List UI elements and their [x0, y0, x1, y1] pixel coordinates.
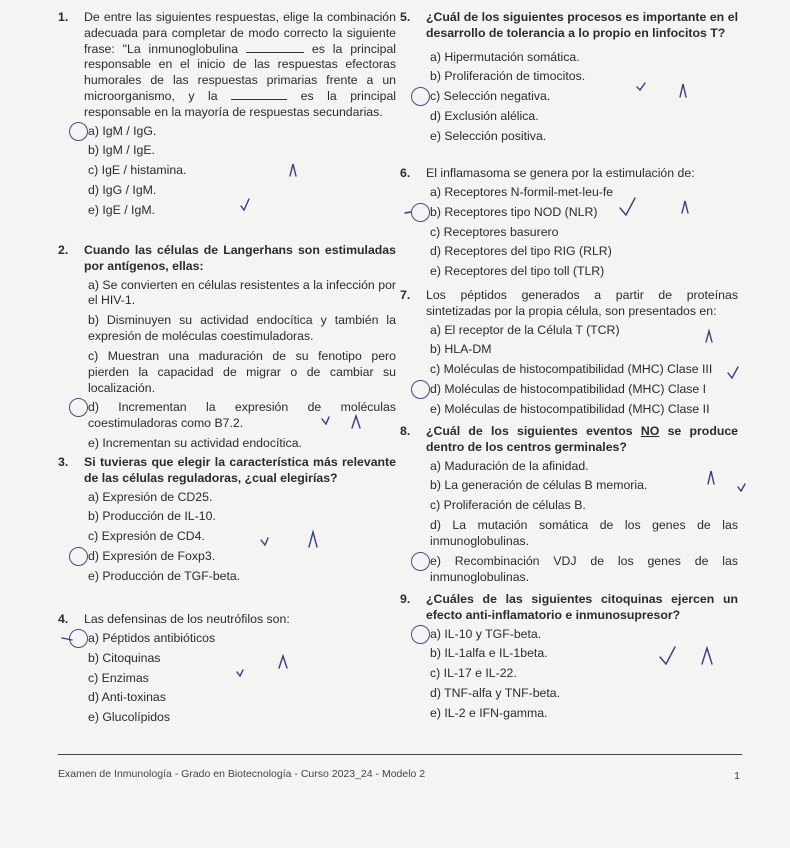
- option-d: d) Anti-toxinas: [88, 690, 166, 705]
- footer-text: Examen de Inmunología - Grado en Biotecnología - Curso 2023_24 - Modelo 2: [58, 768, 426, 780]
- option-d: d) Incrementan la expresión de moléculas coestimuladoras como B7.2.: [76, 400, 396, 432]
- blank-line: [246, 42, 304, 53]
- option-e: e) Receptores del tipo toll (TLR): [430, 264, 605, 279]
- question-stem: ¿Cuál de los siguientes procesos es importante en el desarrollo de tolerancia a lo propio en linfocitos T?: [426, 10, 738, 40]
- option-a: a) Péptidos antibióticos: [76, 631, 396, 647]
- option-d: d) La mutación somática de los genes de las inmunoglobulinas.: [430, 518, 738, 549]
- circled-answer-mark: [411, 203, 430, 222]
- option-c: c) IgE / histamina.: [88, 163, 187, 178]
- option-a: a) Se convierten en células resistentes a la infección por el HIV-1.: [88, 277, 396, 308]
- option-c: c) Moléculas de histocompatibilidad (MHC) Clase III: [430, 362, 713, 377]
- question-7: [400, 288, 738, 422]
- option-a: a) Maduración de la afinidad.: [430, 458, 589, 473]
- question-stem: Las defensinas de los neutrófilos son:: [84, 612, 290, 626]
- option-e: e) Glucolípidos: [88, 710, 171, 725]
- option-d: d) Receptores del tipo RIG (RLR): [430, 244, 612, 259]
- question-number: 1.: [58, 10, 69, 24]
- option-a: a) IL-10 y TGF-beta.: [418, 627, 738, 643]
- option-d: d) Moléculas de histocompatibilidad (MHC) Clase I: [418, 382, 738, 398]
- question-5: [400, 10, 738, 149]
- option-e: e) Producción de TGF-beta.: [88, 569, 241, 584]
- question-stem: Cuando las células de Langerhans son estimuladas por antígenos, ellas:: [84, 243, 396, 273]
- question-stem: De entre las siguientes respuestas, elige la combinación adecuada para completar de modo correcto la siguiente frase: "La inmunoglobulina es la principal responsable en el inicio de las respuestas efectoras humorales de las respuestas primarias frente a un microorganismo, y la es la principal responsable en la mayoría de respuestas secundarias.: [84, 10, 397, 119]
- question-2: [58, 243, 396, 456]
- option-a: a) El receptor de la Célula T (TCR): [430, 322, 620, 337]
- question-number: 2.: [58, 243, 69, 257]
- option-c: c) Muestran una maduración de su fenotipo pero pierden la capacidad de migrar o de cambiar su localización.: [88, 348, 396, 395]
- option-c: c) Receptores basurero: [430, 224, 559, 239]
- option-c: c) Enzimas: [88, 670, 149, 685]
- option-b: b) Citoquinas: [88, 650, 161, 665]
- question-8: [400, 424, 739, 590]
- option-c: c) Proliferación de células B.: [430, 498, 586, 513]
- option-b: b) Disminuyen su actividad endocítica y también la expresión de moléculas coestimuladoras.: [88, 313, 396, 344]
- option-a: a) Hipermutación somática.: [430, 49, 580, 64]
- circled-answer-mark: [411, 625, 430, 644]
- option-e: e) IL-2 e IFN-gamma.: [430, 706, 548, 721]
- question-stem: El inflamasoma se genera por la estimulación de:: [426, 166, 695, 180]
- page-number: 1: [734, 770, 740, 782]
- footer-divider: [58, 754, 742, 755]
- option-b: b) IgM / IgE.: [88, 143, 155, 158]
- option-a: a) Receptores N-formil-met-leu-fe: [430, 184, 614, 199]
- question-1: [58, 10, 397, 223]
- option-b: b) Producción de IL-10.: [88, 509, 216, 524]
- option-e: e) Incrementan su actividad endocítica.: [88, 436, 302, 451]
- option-e: e) Selección positiva.: [430, 129, 547, 144]
- circled-answer-mark: [411, 380, 430, 399]
- question-number: 7.: [400, 288, 411, 302]
- circled-answer-mark: [69, 629, 88, 648]
- circled-answer-mark: [411, 87, 430, 106]
- question-stem: ¿Cuál de los siguientes eventos NO se produce dentro de los centros germinales?: [426, 424, 739, 454]
- check-mark: [738, 484, 745, 491]
- option-c: c) Selección negativa.: [418, 89, 738, 105]
- blank-line: [231, 89, 287, 100]
- option-a: a) IgM / IgG.: [76, 124, 396, 140]
- option-b: b) IL-1alfa e IL-1beta.: [430, 646, 548, 661]
- question-number: 6.: [400, 166, 411, 180]
- question-number: 8.: [400, 424, 411, 438]
- question-9: [400, 592, 738, 726]
- question-4: [58, 612, 396, 730]
- option-b: b) HLA-DM: [430, 342, 492, 357]
- question-number: 9.: [400, 592, 411, 606]
- option-e: e) Moléculas de histocompatibilidad (MHC) Clase II: [430, 402, 710, 417]
- option-d: d) TNF-alfa y TNF-beta.: [430, 686, 561, 701]
- option-b: b) Receptores tipo NOD (NLR): [418, 205, 738, 221]
- option-d: d) IgG / IgM.: [88, 183, 157, 198]
- question-stem: Si tuvieras que elegir la característica más relevante de las células reguladoras, ¿cual elegirías?: [84, 455, 396, 485]
- question-stem: ¿Cuáles de las siguientes citoquinas ejercen un efecto anti-inflamatorio e inmunosupresor?: [426, 592, 738, 622]
- question-number: 5.: [400, 10, 411, 24]
- question-3: [58, 455, 396, 589]
- question-6: [400, 166, 738, 284]
- option-e: e) Recombinación VDJ de los genes de las inmunoglobulinas.: [418, 554, 738, 586]
- question-stem: Los péptidos generados a partir de proteínas sintetizadas por la propia célula, son presentados en:: [426, 288, 738, 318]
- circled-answer-mark: [69, 122, 88, 141]
- option-c: c) IL-17 e IL-22.: [430, 666, 517, 681]
- option-c: c) Expresión de CD4.: [88, 529, 205, 544]
- option-a: a) Expresión de CD25.: [88, 489, 213, 504]
- option-d: d) Exclusión alélica.: [430, 109, 539, 124]
- option-e: e) IgE / IgM.: [88, 203, 155, 218]
- question-number: 4.: [58, 612, 69, 626]
- circled-answer-mark: [411, 552, 430, 571]
- option-b: b) La generación de células B memoria.: [430, 478, 648, 493]
- option-d: d) Expresión de Foxp3.: [76, 549, 396, 565]
- question-number: 3.: [58, 455, 69, 469]
- circled-answer-mark: [69, 547, 88, 566]
- circled-answer-mark: [69, 398, 88, 417]
- option-b: b) Proliferación de timocitos.: [430, 69, 586, 84]
